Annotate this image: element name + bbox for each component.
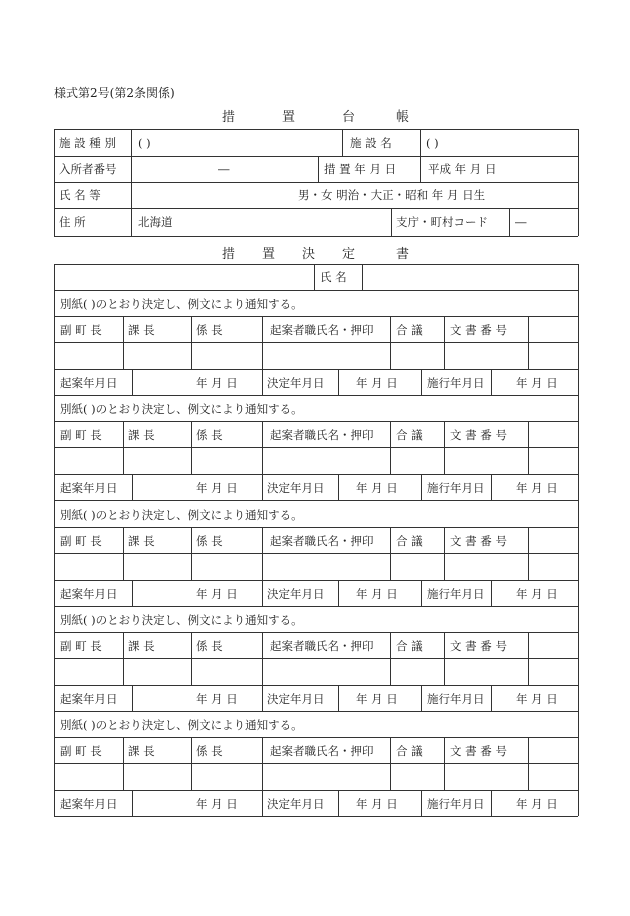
draft-date-label: 起案年月日 (60, 692, 118, 706)
decision-notice: 別紙( )のとおり決定し、例文により通知する。 (60, 613, 303, 627)
title-char: 台 (342, 110, 356, 125)
effective-date-label: 施行年月日 (427, 587, 485, 601)
form-number: 様式第2号(第2条関係) (54, 86, 175, 100)
chief-label: 係 長 (196, 744, 223, 758)
chief-label: 係 長 (196, 534, 223, 548)
facility-type-value: ( ) (138, 136, 151, 150)
decision-date-label: 決定年月日 (267, 481, 325, 495)
drafter-label: 起案者職氏名・押印 (270, 428, 374, 442)
title-char: 置 (262, 247, 276, 262)
drafter-label: 起案者職氏名・押印 (270, 323, 374, 337)
decision-date-ymd: 年 月 日 (356, 481, 398, 495)
title-char: 置 (282, 110, 296, 125)
drafter-label: 起案者職氏名・押印 (270, 744, 374, 758)
decision-name-label: 氏 名 (320, 270, 347, 284)
title-char: 書 (396, 247, 410, 262)
consultation-label: 合 議 (396, 428, 423, 442)
chief-label: 係 長 (196, 323, 223, 337)
title-char: 帳 (396, 110, 410, 125)
decision-date-label: 決定年月日 (267, 587, 325, 601)
effective-date-ymd: 年 月 日 (516, 587, 558, 601)
draft-date-label: 起案年月日 (60, 587, 118, 601)
draft-date-label: 起案年月日 (60, 376, 118, 390)
decision-date-ymd: 年 月 日 (356, 376, 398, 390)
name-label: 氏 名 等 (59, 188, 101, 202)
section-chief-label: 課 長 (128, 428, 155, 442)
section-chief-label: 課 長 (128, 639, 155, 653)
title-char: 措 (222, 110, 236, 125)
effective-date-label: 施行年月日 (427, 692, 485, 706)
title-char: 措 (222, 247, 236, 262)
drafter-label: 起案者職氏名・押印 (270, 639, 374, 653)
effective-date-label: 施行年月日 (427, 376, 485, 390)
deputy-mayor-label: 副 町 長 (60, 744, 102, 758)
draft-date-ymd: 年 月 日 (196, 797, 238, 811)
consultation-label: 合 議 (396, 534, 423, 548)
resident-no-label: 入所者番号 (59, 162, 117, 176)
decision-notice: 別紙( )のとおり決定し、例文により通知する。 (60, 508, 303, 522)
effective-date-ymd: 年 月 日 (516, 481, 558, 495)
address-label: 住 所 (59, 215, 86, 229)
doc-number-label: 文 書 番 号 (450, 639, 507, 653)
deputy-mayor-label: 副 町 長 (60, 323, 102, 337)
resident-no-value: ― (218, 162, 230, 176)
section-chief-label: 課 長 (128, 534, 155, 548)
chief-label: 係 長 (196, 428, 223, 442)
decision-notice: 別紙( )のとおり決定し、例文により通知する。 (60, 297, 303, 311)
decision-date-ymd: 年 月 日 (356, 797, 398, 811)
chief-label: 係 長 (196, 639, 223, 653)
draft-date-ymd: 年 月 日 (196, 376, 238, 390)
decision-notice: 別紙( )のとおり決定し、例文により通知する。 (60, 402, 303, 416)
decision-notice: 別紙( )のとおり決定し、例文により通知する。 (60, 718, 303, 732)
draft-date-ymd: 年 月 日 (196, 481, 238, 495)
section-chief-label: 課 長 (128, 323, 155, 337)
drafter-label: 起案者職氏名・押印 (270, 534, 374, 548)
deputy-mayor-label: 副 町 長 (60, 428, 102, 442)
decision-date-ymd: 年 月 日 (356, 692, 398, 706)
measure-date-label: 措 置 年 月 日 (324, 162, 397, 176)
name-value: 男・女 明治・大正・昭和 年 月 日生 (298, 188, 486, 202)
decision-date-label: 決定年月日 (267, 376, 325, 390)
title-char: 定 (342, 247, 356, 262)
draft-date-label: 起案年月日 (60, 797, 118, 811)
effective-date-ymd: 年 月 日 (516, 376, 558, 390)
address-value: 北海道 (138, 215, 173, 229)
doc-number-label: 文 書 番 号 (450, 428, 507, 442)
consultation-label: 合 議 (396, 639, 423, 653)
decision-date-ymd: 年 月 日 (356, 587, 398, 601)
draft-date-ymd: 年 月 日 (196, 692, 238, 706)
decision-date-label: 決定年月日 (267, 797, 325, 811)
doc-number-label: 文 書 番 号 (450, 534, 507, 548)
doc-number-label: 文 書 番 号 (450, 323, 507, 337)
consultation-label: 合 議 (396, 323, 423, 337)
effective-date-label: 施行年月日 (427, 481, 485, 495)
consultation-label: 合 議 (396, 744, 423, 758)
section-chief-label: 課 長 (128, 744, 155, 758)
measure-date-value: 平成 年 月 日 (428, 162, 497, 176)
branch-code-label: 支庁・町村コード (396, 215, 488, 229)
effective-date-ymd: 年 月 日 (516, 692, 558, 706)
branch-code-value: ― (515, 215, 527, 229)
facility-name-value: ( ) (426, 136, 439, 150)
doc-number-label: 文 書 番 号 (450, 744, 507, 758)
deputy-mayor-label: 副 町 長 (60, 534, 102, 548)
draft-date-label: 起案年月日 (60, 481, 118, 495)
facility-name-label: 施 設 名 (350, 136, 392, 150)
deputy-mayor-label: 副 町 長 (60, 639, 102, 653)
effective-date-ymd: 年 月 日 (516, 797, 558, 811)
facility-type-label: 施 設 種 別 (59, 136, 116, 150)
effective-date-label: 施行年月日 (427, 797, 485, 811)
draft-date-ymd: 年 月 日 (196, 587, 238, 601)
decision-date-label: 決定年月日 (267, 692, 325, 706)
title-char: 決 (302, 247, 316, 262)
